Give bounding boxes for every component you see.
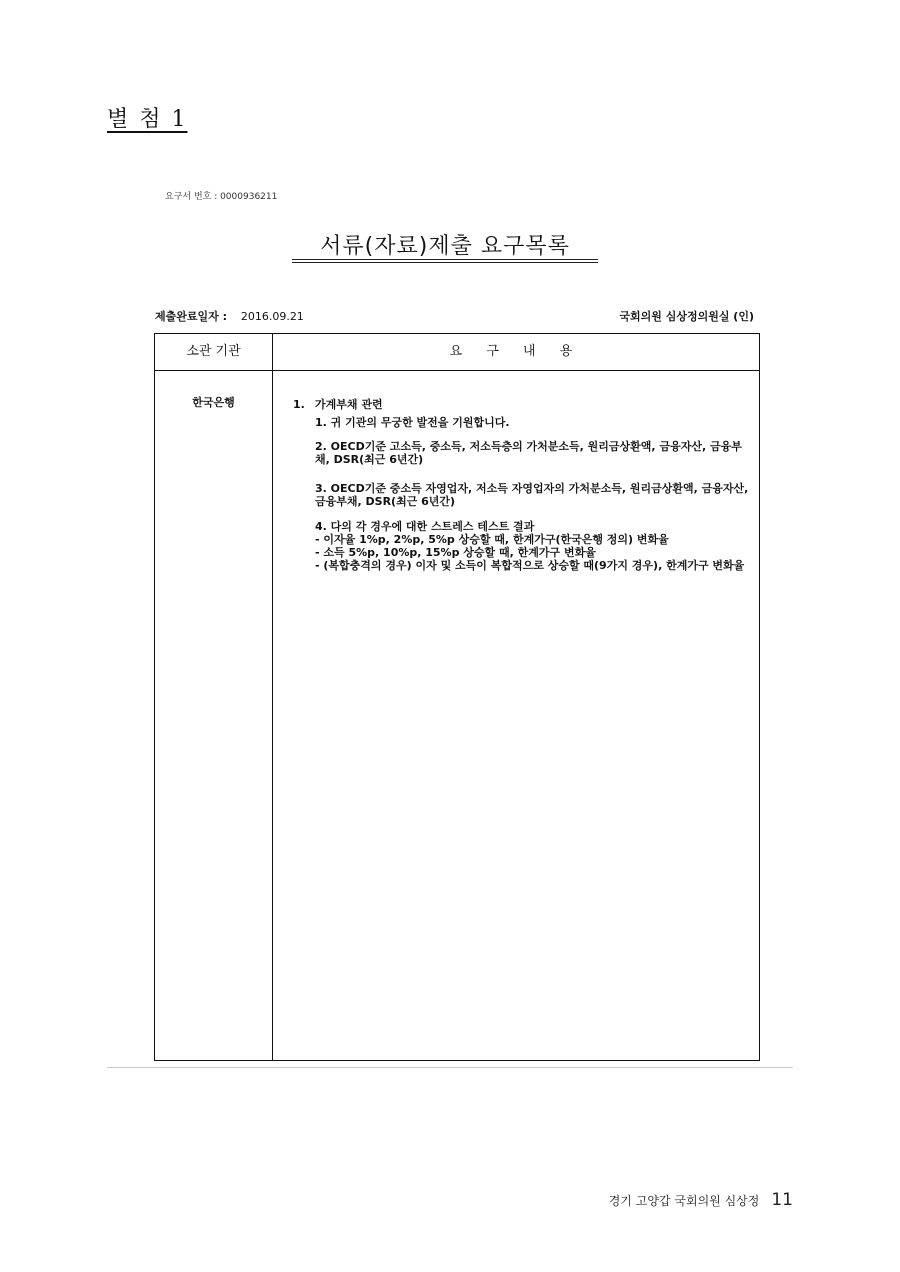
footer [609,1190,793,1210]
footer-label: 경기 고양갑 국회의원 심상정 [608,1194,760,1208]
request-item [315,416,755,429]
attachment-label: 별 첨 1 [107,107,188,132]
submission-date-line [155,308,304,324]
request-item [315,440,755,466]
request-item [315,482,755,508]
submission-date-value: 2016.09.21 [240,310,304,323]
section-number: 1. [293,398,305,411]
request-number: 요구서 번호 : 0000936211 [165,192,278,202]
submission-date-label: 제출완료일자 : [155,310,227,323]
page-number: 11 [771,1190,793,1210]
section-title [293,396,383,412]
item-line: 2. OECD기준 고소득, 중소득, 저소득층의 가처분소득, 원리금상환액, 금융자산, 금융부채, DSR(최근 6년간) [315,440,742,466]
title-underline-double [292,262,598,263]
title-underline [292,259,598,260]
item-line: - 소득 5%p, 10%p, 15%p 상승할 때, 한계가구 변화율 [315,546,596,559]
footer-divider [107,1067,793,1068]
document-title: 서류(자료)제출 요구목록 [320,234,570,259]
office-name: 국회의원 심상정의원실 (인) [619,310,754,323]
table-header-divider [155,370,759,371]
table-column-divider [272,334,273,1060]
item-line: 4. 다의 각 경우에 대한 스트레스 테스트 결과 [315,520,535,533]
request-item [315,520,755,572]
agency-name: 한국은행 [192,396,235,409]
header-content: 요 구 내 용 [449,344,583,359]
header-agency: 소관 기관 [186,344,241,359]
item-line: 3. OECD기준 중소득 자영업자, 저소득 자영업자의 가처분소득, 원리금상환액, 금융자산, 금융부채, DSR(최근 6년간) [315,482,749,508]
item-line: - (복합충격의 경우) 이자 및 소득이 복합적으로 상승할 때(9가지 경우), 한계가구 변화율 [315,559,745,572]
item-line: 1. 귀 기관의 무궁한 발전을 기원합니다. [315,416,510,429]
section-title-text: 가계부채 관련 [315,398,383,411]
request-table [154,333,760,1061]
item-line: - 이자율 1%p, 2%p, 5%p 상승할 때, 한계가구(한국은행 정의) 변화율 [315,533,669,546]
